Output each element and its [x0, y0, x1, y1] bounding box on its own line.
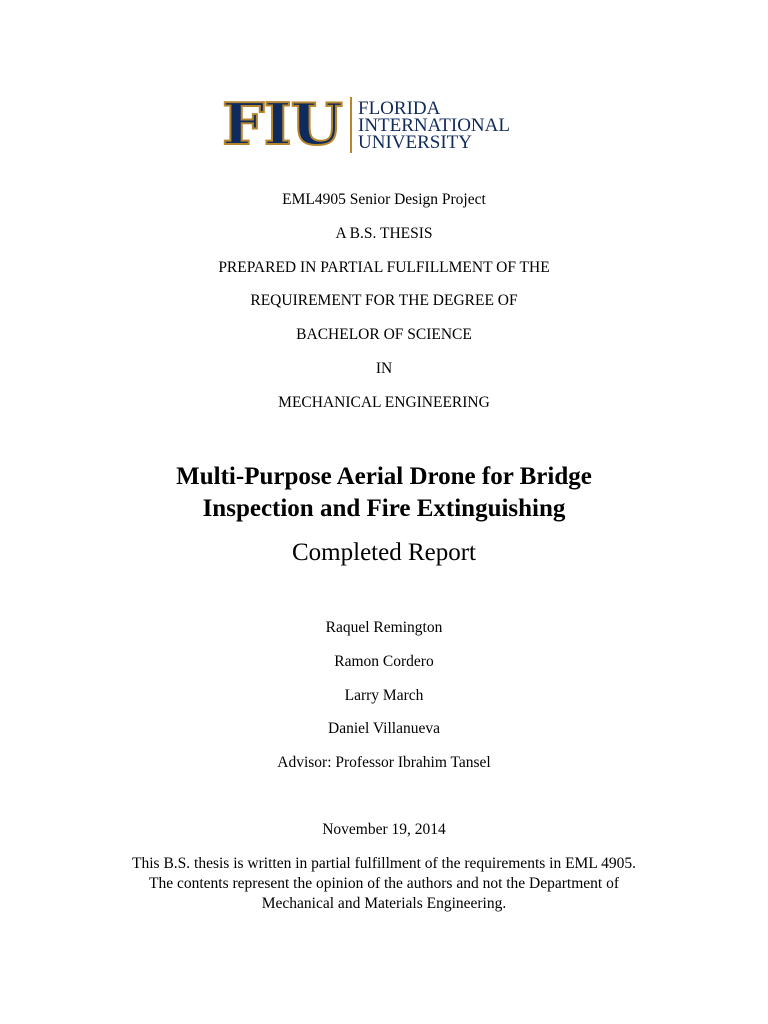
header-line: MECHANICAL ENGINEERING	[278, 394, 490, 411]
logo-line: UNIVERSITY	[358, 131, 472, 153]
logo-name	[358, 97, 510, 153]
logo-line: INTERNATIONAL	[358, 114, 510, 136]
title-line-2: Inspection and Fire Extinguishing	[202, 495, 566, 522]
author: Ramon Cordero	[334, 653, 434, 670]
logo-divider	[350, 97, 352, 153]
disclaimer-line: The contents represent the opinion of the authors and not the Department of	[148, 875, 620, 892]
fiu-logo	[222, 91, 510, 159]
subtitle: Completed Report	[292, 539, 476, 566]
author: Daniel Villanueva	[328, 720, 440, 737]
logo-line: FLORIDA	[358, 97, 441, 119]
header-line: PREPARED IN PARTIAL FULFILLMENT OF THE	[218, 259, 550, 276]
header-line: A B.S. THESIS	[335, 225, 433, 242]
header-line: IN	[375, 360, 393, 377]
header-line: EML4905 Senior Design Project	[282, 191, 486, 208]
date: November 19, 2014	[322, 821, 446, 838]
title-line-1: Multi-Purpose Aerial Drone for Bridge	[176, 463, 592, 490]
disclaimer-line: Mechanical and Materials Engineering.	[261, 895, 507, 912]
header-line: REQUIREMENT FOR THE DEGREE OF	[250, 292, 518, 309]
author: Raquel Remington	[325, 619, 443, 636]
author: Larry March	[344, 687, 424, 704]
advisor: Advisor: Professor Ibrahim Tansel	[277, 754, 491, 771]
disclaimer-line: This B.S. thesis is written in partial fulfillment of the requirements in EML 4905.	[132, 855, 636, 872]
header-line: BACHELOR OF SCIENCE	[296, 326, 472, 343]
logo-mark: FIU	[222, 91, 342, 159]
disclaimer	[0, 854, 768, 914]
